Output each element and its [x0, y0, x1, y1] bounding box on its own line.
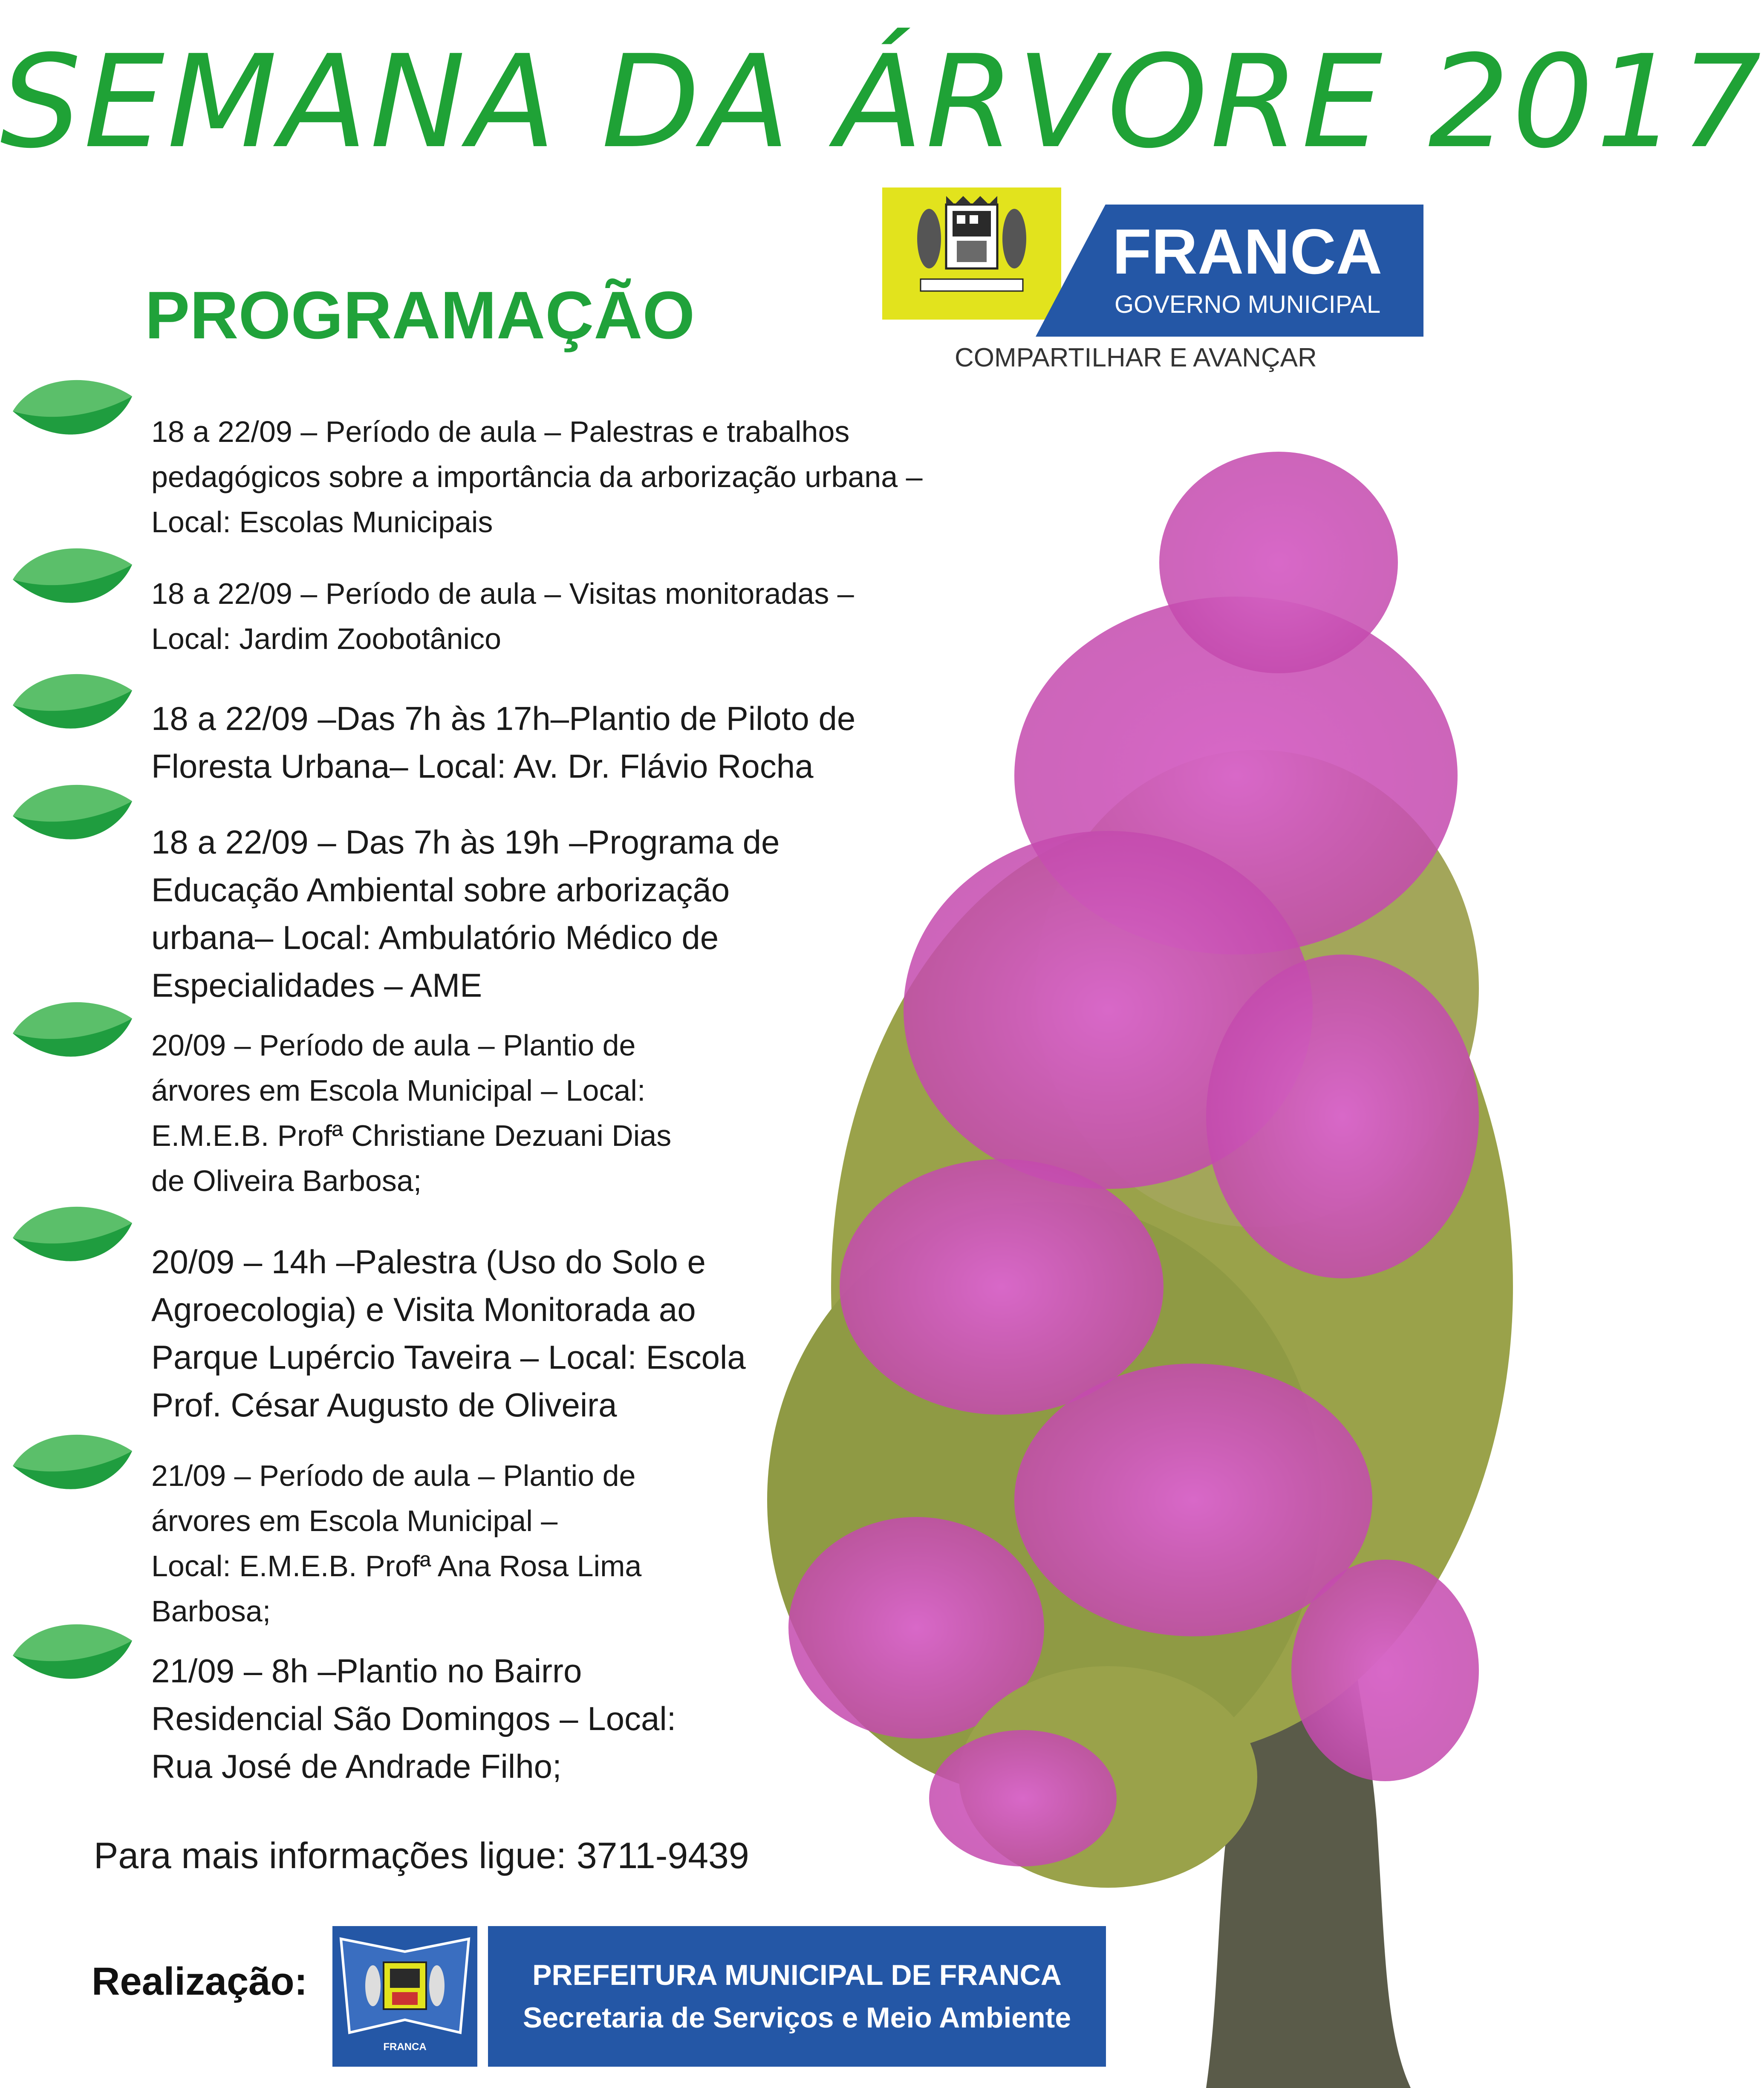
- crest-label: FRANCA: [383, 2041, 427, 2053]
- poster-title: SEMANA DA ÁRVORE 2017: [0, 28, 1764, 176]
- leaf-icon: [9, 371, 136, 447]
- secretaria-name: Secretaria de Serviços e Meio Ambiente: [523, 2001, 1071, 2034]
- logo-subtitle: GOVERNO MUNICIPAL: [1114, 291, 1381, 318]
- logo-yellow-panel: [882, 187, 1061, 320]
- logo-tagline: COMPARTILHAR E AVANÇAR: [955, 343, 1317, 372]
- leaf-icon: [9, 1615, 136, 1692]
- leaf-icon: [9, 776, 136, 852]
- prefeitura-name: PREFEITURA MUNICIPAL DE FRANCA: [532, 1959, 1062, 1991]
- schedule-text: 20/09 – Período de aula – Plantio de árvores em Escola Municipal – Local: E.M.E.B. Profª Christiane Dezuani Dias de Oliveira Barbosa;: [151, 1029, 672, 1197]
- prefeitura-crest: [332, 1926, 477, 2067]
- schedule-text: 18 a 22/09 – Das 7h às 19h –Programa de Educação Ambiental sobre arborização urbana– Local: Ambulatório Médico de Especialidades – AME: [151, 823, 780, 1004]
- schedule-text: 21/09 – 8h –Plantio no Bairro Residencial São Domingos – Local: Rua José de Andrade Filho;: [151, 1652, 676, 1785]
- crest-icon: [332, 1926, 477, 2041]
- leaf-icon: [9, 1425, 136, 1502]
- logo-name: FRANCA: [1112, 216, 1383, 287]
- schedule-text: 20/09 – 14h –Palestra (Uso do Solo e Agroecologia) e Visita Monitorada ao Parque Lupércio Taveira – Local: Escola Prof. César Augusto de Oliveira: [151, 1243, 746, 1424]
- leaf-icon: [9, 993, 136, 1070]
- contact-info: Para mais informações ligue: 3711-9439: [94, 1835, 749, 1876]
- leaf-icon: [9, 539, 136, 616]
- franca-logo: [882, 187, 1394, 379]
- leaf-icon: [9, 1197, 136, 1274]
- coat-of-arms-icon: [882, 187, 1061, 320]
- realizacao-label: Realização:: [92, 1960, 308, 2003]
- program-heading: PROGRAMAÇÃO: [145, 278, 695, 353]
- schedule-text: 21/09 – Período de aula – Plantio de árvores em Escola Municipal – Local: E.M.E.B. Profª Ana Rosa Lima Barbosa;: [151, 1459, 642, 1628]
- schedule-text: 18 a 22/09 – Período de aula – Visitas monitoradas – Local: Jardim Zoobotânico: [151, 577, 854, 655]
- leaf-icon: [9, 665, 136, 741]
- schedule-text: 18 a 22/09 – Período de aula – Palestras e trabalhos pedagógicos sobre a importância da arborização urbana – Local: Escolas Municipais: [151, 415, 923, 539]
- schedule-text: 18 a 22/09 –Das 7h às 17h–Plantio de Piloto de Floresta Urbana– Local: Av. Dr. Flávio Rocha: [151, 700, 856, 785]
- prefeitura-banner: [488, 1926, 1106, 2067]
